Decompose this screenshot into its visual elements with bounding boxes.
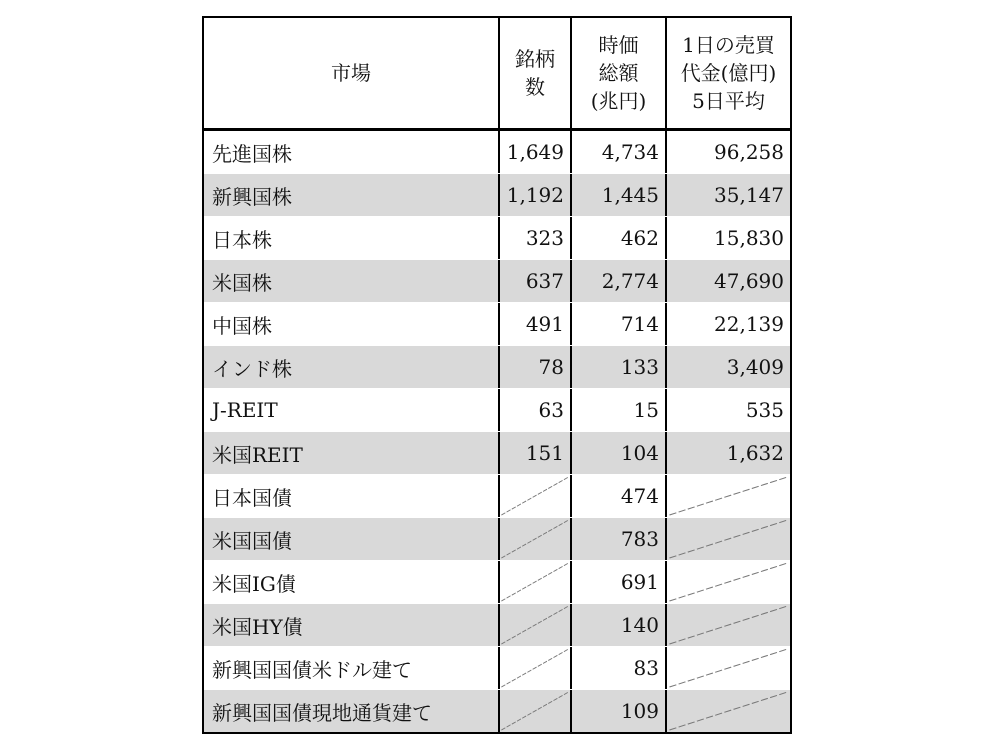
- volume-cell: [667, 432, 790, 474]
- volume-cell-value: 3,409: [726, 355, 784, 379]
- market-name-cell-value: 日本国債: [212, 485, 292, 510]
- market-cap-cell: [572, 604, 667, 646]
- volume-cell: [667, 647, 790, 689]
- market-name-cell: [204, 260, 500, 302]
- volume-cell-value: 535: [745, 398, 784, 422]
- volume-cell: [667, 217, 790, 259]
- market-name-cell: [204, 475, 500, 517]
- market-name-cell: [204, 432, 500, 474]
- table-row: [204, 216, 790, 259]
- volume-cell: [667, 131, 790, 173]
- header-count-line2: 数: [525, 75, 545, 99]
- volume-cell-value: 1,632: [726, 441, 784, 465]
- header-count-line1: 銘柄: [515, 47, 555, 71]
- volume-cell: [667, 174, 790, 216]
- table-row: [204, 603, 790, 646]
- not-applicable-diagonal: [667, 604, 790, 646]
- market-cap-cell: [572, 475, 667, 517]
- count-cell-value: 1,192: [506, 183, 564, 207]
- market-cap-cell: [572, 131, 667, 173]
- market-cap-cell-value: 133: [620, 355, 659, 379]
- table-row: [204, 560, 790, 603]
- market-name-cell-value: 米国HY債: [212, 614, 303, 639]
- volume-cell: [667, 561, 790, 603]
- count-cell: [500, 303, 572, 345]
- market-name-cell: [204, 389, 500, 431]
- volume-cell-value: 22,139: [714, 312, 784, 336]
- volume-cell: [667, 475, 790, 517]
- table-row: [204, 131, 790, 173]
- market-name-cell-value: 米国REIT: [212, 442, 303, 467]
- not-applicable-diagonal: [500, 561, 570, 603]
- market-name-cell: [204, 346, 500, 388]
- table-row: [204, 259, 790, 302]
- header-volume-line2: 代金(億円): [680, 61, 777, 85]
- count-cell-value: 491: [525, 312, 564, 336]
- market-cap-cell: [572, 518, 667, 560]
- count-cell-value: 151: [525, 441, 564, 465]
- market-name-cell-value: 新興国株: [212, 184, 292, 209]
- market-name-cell: [204, 131, 500, 173]
- market-name-cell: [204, 217, 500, 259]
- market-name-cell: [204, 518, 500, 560]
- table-header: [204, 18, 790, 131]
- header-cap-line2: 総額: [598, 61, 639, 85]
- volume-cell: [667, 518, 790, 560]
- count-cell: [500, 389, 572, 431]
- table-row: [204, 517, 790, 560]
- table-row: [204, 474, 790, 517]
- market-cap-cell: [572, 174, 667, 216]
- market-name-cell-value: 新興国国債現地通貨建て: [212, 700, 432, 725]
- volume-cell: [667, 303, 790, 345]
- market-cap-cell: [572, 561, 667, 603]
- market-name-cell-value: 米国国債: [212, 528, 292, 553]
- volume-cell-value: 15,830: [714, 226, 784, 250]
- count-cell: [500, 518, 572, 560]
- header-market: [204, 18, 500, 128]
- market-name-cell: [204, 174, 500, 216]
- market-cap-cell: [572, 647, 667, 689]
- market-cap-cell-value: 691: [620, 570, 659, 594]
- count-cell-value: 323: [525, 226, 564, 250]
- market-cap-cell-value: 109: [620, 699, 659, 723]
- market-cap-cell: [572, 260, 667, 302]
- table-body: [204, 131, 790, 732]
- not-applicable-diagonal: [500, 604, 570, 646]
- market-name-cell-value: 日本株: [212, 227, 272, 252]
- not-applicable-diagonal: [667, 475, 790, 517]
- count-cell: [500, 260, 572, 302]
- market-name-cell-value: 先進国株: [212, 141, 292, 166]
- market-name-cell-value: J-REIT: [212, 398, 278, 422]
- not-applicable-diagonal: [500, 690, 570, 732]
- header-count: [500, 18, 572, 128]
- market-name-cell-value: インド株: [212, 356, 292, 381]
- header-volume-line3: 5日平均: [692, 89, 765, 113]
- not-applicable-diagonal: [667, 647, 790, 689]
- header-cap-line1: 時価: [598, 33, 639, 57]
- market-table: [202, 16, 792, 734]
- volume-cell-value: 47,690: [714, 269, 784, 293]
- header-cap: [572, 18, 667, 128]
- count-cell: [500, 604, 572, 646]
- count-cell: [500, 131, 572, 173]
- market-cap-cell-value: 83: [633, 656, 659, 680]
- market-name-cell-value: 米国株: [212, 270, 272, 295]
- market-name-cell: [204, 690, 500, 732]
- market-name-cell-value: 米国IG債: [212, 571, 296, 596]
- volume-cell: [667, 604, 790, 646]
- header-market-label: 市場: [331, 61, 371, 85]
- count-cell: [500, 174, 572, 216]
- count-cell-value: 1,649: [506, 140, 564, 164]
- not-applicable-diagonal: [500, 647, 570, 689]
- count-cell: [500, 432, 572, 474]
- market-name-cell: [204, 561, 500, 603]
- count-cell-value: 78: [538, 355, 564, 379]
- volume-cell-value: 35,147: [714, 183, 784, 207]
- market-cap-cell-value: 104: [620, 441, 659, 465]
- market-cap-cell-value: 1,445: [601, 183, 659, 207]
- header-volume-line1: 1日の売買: [682, 33, 775, 57]
- market-name-cell: [204, 303, 500, 345]
- volume-cell: [667, 389, 790, 431]
- count-cell: [500, 475, 572, 517]
- market-name-cell-value: 新興国国債米ドル建て: [212, 657, 412, 682]
- volume-cell: [667, 260, 790, 302]
- table-row: [204, 431, 790, 474]
- count-cell: [500, 217, 572, 259]
- market-cap-cell: [572, 389, 667, 431]
- not-applicable-diagonal: [667, 518, 790, 560]
- volume-cell: [667, 690, 790, 732]
- table-row: [204, 646, 790, 689]
- volume-cell: [667, 346, 790, 388]
- count-cell: [500, 346, 572, 388]
- market-name-cell: [204, 604, 500, 646]
- market-cap-cell-value: 2,774: [601, 269, 659, 293]
- market-cap-cell: [572, 432, 667, 474]
- count-cell-value: 63: [538, 398, 564, 422]
- market-cap-cell: [572, 690, 667, 732]
- not-applicable-diagonal: [667, 690, 790, 732]
- header-volume: [667, 18, 790, 128]
- count-cell: [500, 690, 572, 732]
- volume-cell-value: 96,258: [714, 140, 784, 164]
- not-applicable-diagonal: [500, 518, 570, 560]
- table-row: [204, 689, 790, 732]
- count-cell-value: 637: [525, 269, 564, 293]
- market-cap-cell-value: 140: [620, 613, 659, 637]
- table-row: [204, 302, 790, 345]
- market-cap-cell-value: 15: [633, 398, 659, 422]
- market-cap-cell-value: 474: [620, 484, 659, 508]
- market-cap-cell: [572, 303, 667, 345]
- not-applicable-diagonal: [500, 475, 570, 517]
- table-row: [204, 388, 790, 431]
- market-cap-cell-value: 714: [620, 312, 659, 336]
- market-cap-cell-value: 783: [620, 527, 659, 551]
- count-cell: [500, 647, 572, 689]
- market-cap-cell-value: 4,734: [601, 140, 659, 164]
- market-cap-cell-value: 462: [620, 226, 659, 250]
- market-name-cell-value: 中国株: [212, 313, 272, 338]
- market-name-cell: [204, 647, 500, 689]
- header-cap-line3: (兆円): [590, 89, 647, 113]
- table-row: [204, 345, 790, 388]
- table-row: [204, 173, 790, 216]
- market-cap-cell: [572, 346, 667, 388]
- not-applicable-diagonal: [667, 561, 790, 603]
- count-cell: [500, 561, 572, 603]
- market-cap-cell: [572, 217, 667, 259]
